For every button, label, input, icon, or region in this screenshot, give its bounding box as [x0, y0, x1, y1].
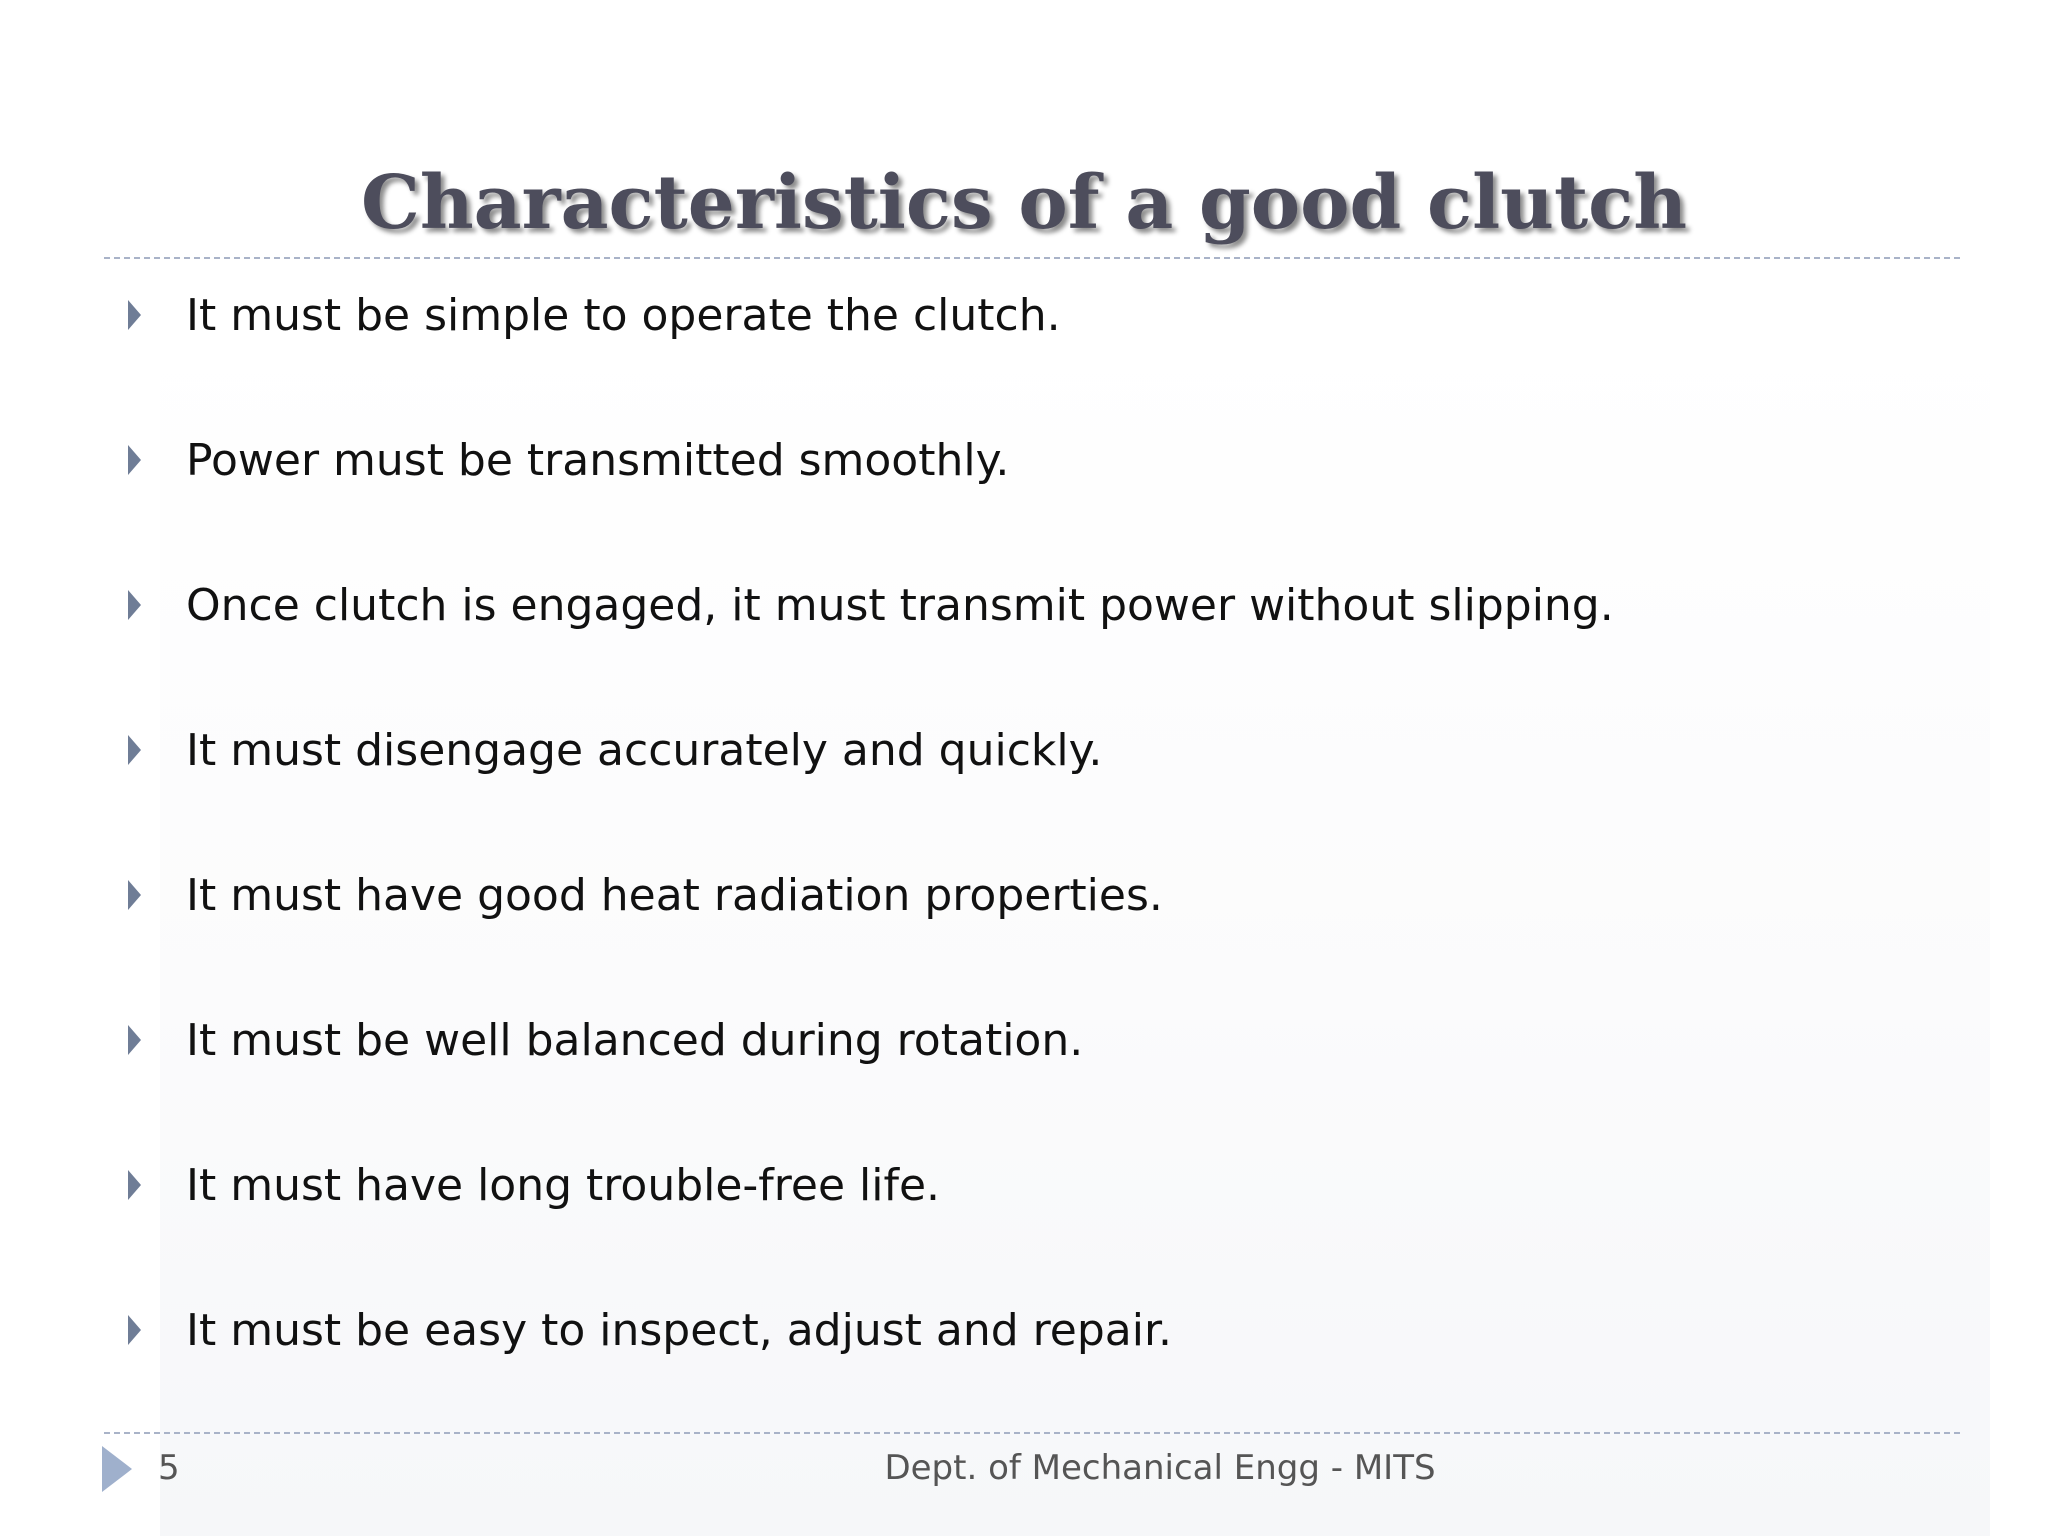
footer-triangle-icon: [102, 1446, 132, 1492]
bullet-triangle-icon: [128, 1025, 141, 1055]
bullet-triangle-icon: [128, 1315, 141, 1345]
bullet-triangle-icon: [128, 300, 141, 330]
bullet-text: Power must be transmitted smoothly.: [186, 435, 1010, 486]
bullet-item: [120, 711, 1960, 791]
bullet-text: It must be well balanced during rotation.: [186, 1015, 1084, 1066]
bullet-triangle-icon: [128, 735, 141, 765]
bullet-item: [120, 276, 1960, 356]
bullet-text: It must have good heat radiation properties.: [186, 870, 1163, 921]
bullet-item: [120, 421, 1960, 501]
bullet-item: [120, 1001, 1960, 1081]
bullet-text: It must disengage accurately and quickly.: [186, 725, 1103, 776]
bullet-item: [120, 856, 1960, 936]
bullet-item: [120, 566, 1960, 646]
bullet-triangle-icon: [128, 590, 141, 620]
slide-title: Characteristics of a good clutch: [360, 160, 1688, 246]
bullet-text: It must be easy to inspect, adjust and repair.: [186, 1305, 1172, 1356]
page-number: 5: [158, 1448, 180, 1488]
bullet-triangle-icon: [128, 445, 141, 475]
bullet-triangle-icon: [128, 880, 141, 910]
bullet-text: Once clutch is engaged, it must transmit power without slipping.: [186, 580, 1614, 631]
footer-divider: [104, 1432, 1960, 1434]
bullet-item: [120, 1291, 1960, 1371]
bullet-triangle-icon: [128, 1170, 141, 1200]
footer-department: Dept. of Mechanical Engg - MITS: [884, 1448, 1436, 1488]
bullet-text: It must have long trouble-free life.: [186, 1160, 941, 1211]
bullet-item: [120, 1146, 1960, 1226]
bullet-text: It must be simple to operate the clutch.: [186, 290, 1061, 341]
